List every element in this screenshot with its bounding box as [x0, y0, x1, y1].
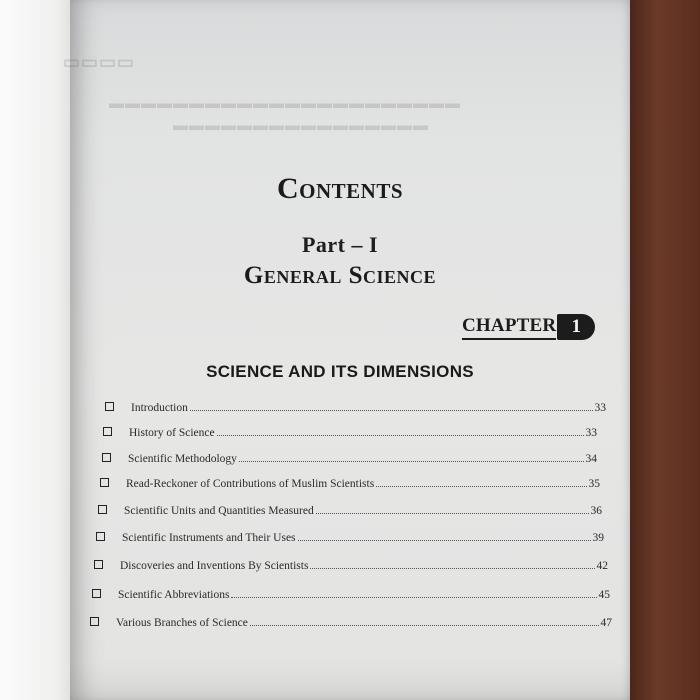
chapter-number: 1 [557, 314, 595, 340]
checkbox-bullet-icon [90, 617, 99, 626]
dot-leader [239, 461, 584, 462]
part-heading: Part – I [301, 232, 379, 257]
toc-entry-page: 47 [600, 617, 612, 629]
toc-entry [102, 449, 597, 465]
dot-leader [231, 597, 596, 598]
section-title: SCIENCE AND ITS DIMENSIONS [206, 362, 474, 381]
toc-entry-page: 45 [598, 589, 610, 601]
toc-entry [100, 474, 600, 490]
toc-entry [96, 528, 604, 544]
toc-entry-page: 33 [594, 402, 606, 414]
checkbox-bullet-icon [102, 453, 111, 462]
toc-entry [94, 556, 608, 572]
toc-entry-page: 36 [590, 505, 602, 517]
toc-entry-label: Discoveries and Inventions By Scientists [120, 560, 309, 572]
checkbox-bullet-icon [92, 589, 101, 598]
subject-heading: General Science [243, 262, 437, 289]
toc-entry [105, 398, 606, 414]
checkbox-bullet-icon [100, 478, 109, 487]
toc-entry-label: Scientific Methodology [128, 453, 237, 465]
toc-entry [92, 585, 610, 601]
checkbox-bullet-icon [94, 560, 103, 569]
toc-entry-label: Introduction [131, 402, 188, 414]
toc-entry-page: 39 [592, 532, 604, 544]
toc-entry-label: Scientific Abbreviations [118, 589, 230, 601]
checkbox-bullet-icon [98, 505, 107, 514]
page-title: Contents [276, 172, 404, 205]
toc-entry-label: Read-Reckoner of Contributions of Muslim Scientists [126, 478, 375, 490]
checkbox-bullet-icon [105, 402, 114, 411]
toc-entry [103, 423, 597, 439]
dot-leader [376, 486, 586, 487]
checkbox-bullet-icon [96, 532, 105, 541]
dot-leader [298, 540, 591, 541]
toc-entry-page: 34 [585, 453, 597, 465]
toc-entry [90, 613, 612, 629]
show-through-text: ▬▬▬▬▬▬▬▬▬▬▬▬▬▬▬▬ [172, 118, 428, 134]
dot-leader [310, 568, 594, 569]
toc-entry-label: Scientific Instruments and Their Uses [122, 532, 296, 544]
toc-entry [98, 501, 602, 517]
dot-leader [250, 625, 599, 626]
dot-leader [190, 410, 593, 411]
dot-leader [316, 513, 589, 514]
toc-entry-page: 35 [588, 478, 600, 490]
toc-entry-page: 42 [596, 560, 608, 572]
chapter-label: CHAPTER [462, 315, 556, 340]
dot-leader [217, 435, 584, 436]
toc-entry-label: Scientific Units and Quantities Measured [124, 505, 314, 517]
show-through-text: ▭▭▭▭ [62, 52, 135, 72]
checkbox-bullet-icon [103, 427, 112, 436]
toc-entry-label: History of Science [129, 427, 215, 439]
toc-entry-page: 33 [585, 427, 597, 439]
toc-entry-label: Various Branches of Science [116, 617, 248, 629]
show-through-text: ▬▬▬▬▬▬▬▬▬▬▬▬▬▬▬▬▬▬▬▬▬▬ [108, 96, 460, 112]
